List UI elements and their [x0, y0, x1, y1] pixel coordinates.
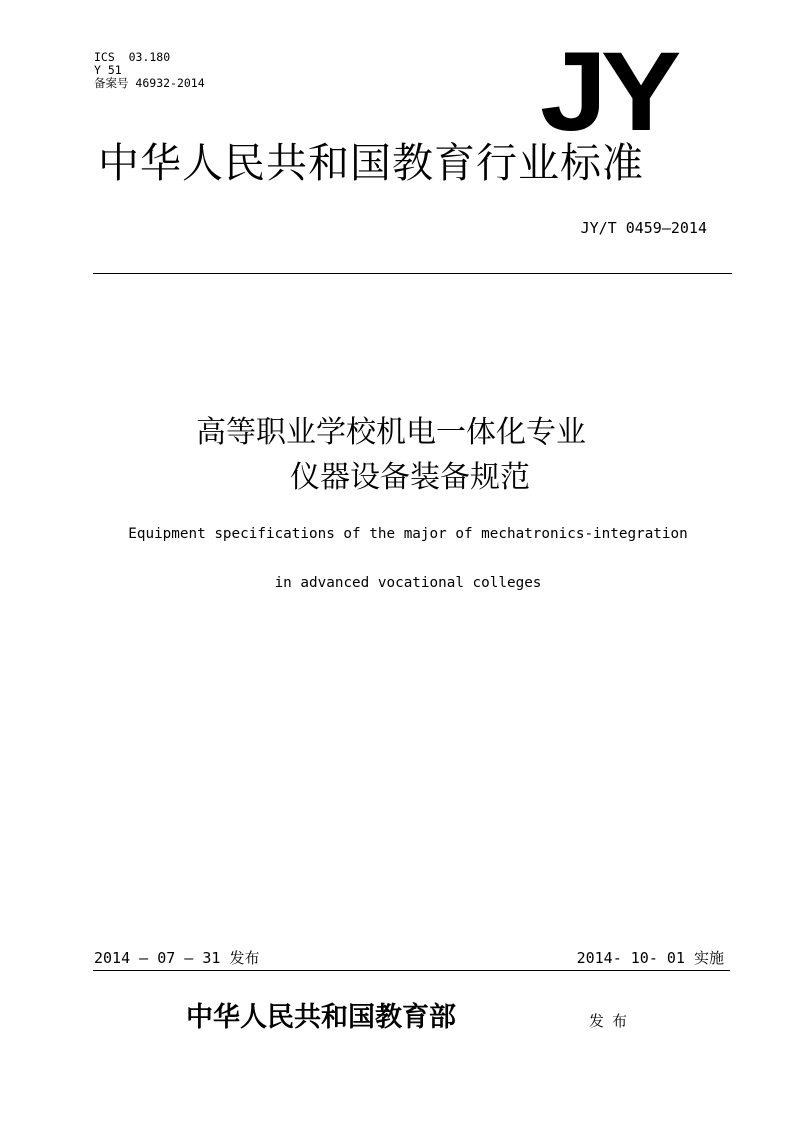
- bottom-divider: [93, 970, 730, 971]
- ics-code: ICS 03.180: [94, 50, 171, 64]
- implementation-date: 2014- 10- 01 实施: [576, 949, 724, 967]
- publisher-name: 中华人民共和国教育部: [186, 1002, 456, 1033]
- ccs-code: Y 51: [94, 63, 122, 77]
- standard-number: JY/T 0459—2014: [580, 219, 707, 237]
- title-en-line-1: Equipment specifications of the major of mechatronics-integration: [128, 526, 688, 542]
- filing-number: 备案号 46932-2014: [94, 76, 205, 90]
- top-divider: [93, 273, 732, 274]
- jy-logo: JY: [540, 29, 675, 154]
- standard-category-title: 中华人民共和国教育行业标准: [98, 139, 644, 187]
- publish-label: 发布: [589, 1012, 636, 1030]
- title-cn-line-2: 仪器设备装备规范: [290, 460, 530, 495]
- issue-date: 2014 – 07 – 31 发布: [94, 949, 260, 967]
- title-cn-line-1: 高等职业学校机电一体化专业: [196, 415, 586, 450]
- title-en-line-2: in advanced vocational colleges: [274, 575, 542, 591]
